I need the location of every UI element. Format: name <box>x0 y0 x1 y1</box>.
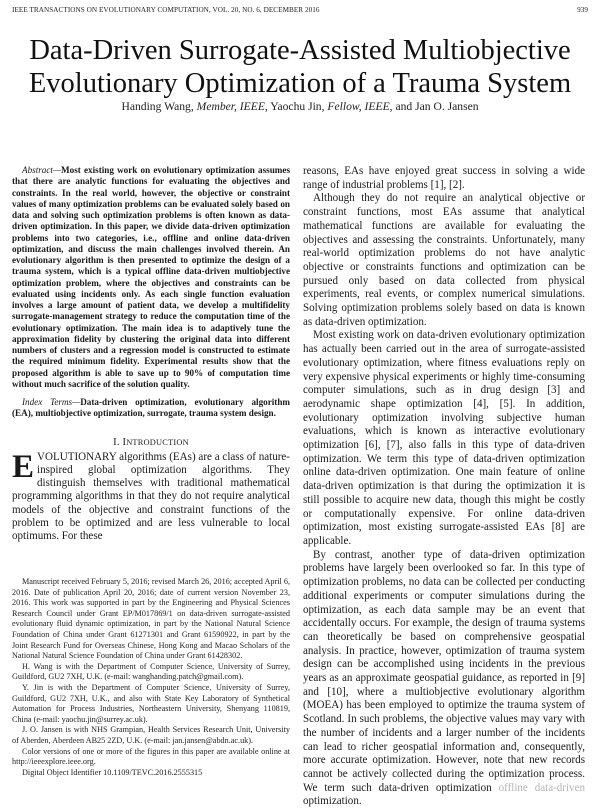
footnote-color-versions: Color versions of one or more of the figures in this paper are available online at http://ieeexplore.ieee.org. <box>12 746 290 767</box>
footnote-jin-affiliation: Y. Jin is with the Department of Computer Science, University of Surrey, Guildford, GU2 7XH, U.K., and also with State Key Laboratory of Synthetical Automation for Process Industries, Northeastern University, Shenyang 110819, China (e-mail: yaochu.jin@surrey.ac.uk). <box>12 682 290 724</box>
footnotes <box>12 577 290 778</box>
author-1: Handing Wang, <box>121 100 194 113</box>
journal-info: IEEE TRANSACTIONS ON EVOLUTIONARY COMPUTATION, VOL. 20, NO. 6, DECEMBER 2016 <box>12 6 320 14</box>
index-terms-text: Data-driven optimization, evolutionary algorithm (EA), multiobjective optimization, surrogate, trauma system design. <box>12 397 290 419</box>
abstract-text: Most existing work on evolutionary optimization assumes that there are analytic functions for evaluating the objectives and constraints. In the real world, however, the objective or constraint values of many optimization problems can be evaluated solely based on data and solving such optimization problems is often known as data-driven optimization. In this paper, we divide data-driven optimization problems into two categories, i.e., offline and online data-driven optimization, and discuss the main challenges involved therein. An evolutionary algorithm is then presented to optimize the design of a trauma system, which is a typical offline data-driven multiobjective optimization problem, where the objectives and constraints can be evaluated using incidents only. As each single function evaluation involves a large amount of patient data, we develop a multifidelity surrogate-management strategy to reduce the computation time of the evolutionary optimization. The main idea is to adaptively tune the approximation fidelity by clustering the original data into different numbers of clusters and a regression model is constructed to estimate the required minimum fidelity. Experimental results show that the proposed algorithm is able to save up to 90% of computation time without much sacrifice of the solution quality. <box>12 165 290 389</box>
intro-paragraph-1-continued: reasons, EAs have enjoyed great success in solving a wide range of industrial problems [1], [2]. <box>303 165 585 191</box>
right-column <box>303 165 585 809</box>
index-terms <box>12 397 290 420</box>
title-line-2: Evolutionary Optimization of a Trauma System <box>28 68 572 99</box>
author-2-membership: Fellow, IEEE <box>327 100 390 113</box>
footnote-doi: Digital Object Identifier 10.1109/TEVC.2016.2555315 <box>22 767 203 777</box>
abstract-label: Abstract— <box>22 165 62 175</box>
watermark-obscured-text: offline data-driven <box>498 781 586 794</box>
drop-cap: E <box>12 448 35 485</box>
author-3: , and Jan O. Jansen <box>389 100 479 113</box>
author-list <box>0 100 600 113</box>
intro-paragraph-1: EVOLUTIONARY algorithms (EAs) are a class of nature-inspired global optimization algorithms. They distinguish themselves with traditional mathematical programming algorithms in that they do not require analytical models of the objective and constraint functions of the problem to be optimized and are less vulnerable to local optimums. For these <box>12 448 290 543</box>
intro-paragraph-3: Most existing work on data-driven evolutionary optimization has actually been carried out in the area of surrogate-assisted evolutionary optimization, where fitness evaluations reply on very expensive physical experiments or highly time-consuming computer simulations, such as in drug design [3] and aerodynamic shape optimization [4], [5]. In addition, evolutionary optimization involving subjective human evaluations, which is known as interactive evolutionary optimization [6], [7], also falls in this type of data-driven optimization. We term this type of data-driven optimization online data-driven optimization. One main feature of online data-driven optimization is that during the optimization it is still possible to acquire new data, though this might be costly or computationally expensive. For online data-driven optimization, most existing surrogate-assisted EAs [8] are applicable. <box>303 329 585 547</box>
footnote-manuscript: Manuscript received February 5, 2016; revised March 26, 2016; accepted April 6, 2016. Date of publication April 20, 2016; date of current version November 23, 2016. This work was supported in part by the Engineering and Physical Sciences Research Council under Grant EP/M017869/1 on data-driven surrogate-assisted evolutionary fluid dynamic optimization, in part by the National Natural Science Foundation of China under Grant 61271301 and Grant 61590922, in part by the Joint Research Fund for Overseas Chinese, Hong Kong and Macao Scholars of the National Natural Science Foundation of China under Grant 61428302. <box>12 577 290 661</box>
intro-paragraph-2: Although they do not require an analytical objective or constraint functions, most EAs assume that analytical mathematical functions are available for evaluating the objectives and assessing the constraints. Unfortunately, many real-world optimization problems do not have analytic objective or constraints functions and optimization can be pursued only based on data collected from physical experiments, real events, or complex numerical simulations. Solving optimization problems solely based on data is known as data-driven optimization. <box>303 192 585 328</box>
intro-paragraph-4: By contrast, another type of data-driven optimization problems have largely been overlooked so far. In this type of optimization problems, no data can be collected per conducting additional experiments or computer simulations during the optimization, as each data sample may be an event that accidentally occurs. For example, the design of trauma systems can theoretically be based on comprehensive geospatial analysis. In practice, however, optimization of trauma system design can be accomplished using incidents in the previous years as an approximate geospatial guidance, as reported in [9] and [10], where a multiobjective evolutionary algorithm (MOEA) has been employed to optimize the trauma system of Scotland. In such problems, the objective values may vary with the number of incidents and a larger number of the incidents can lead to richer geospatial information and, consequently, more accurate optimization. However, note that new records cannot be actively collected during the optimization process. We term such data-driven optimization offline data-driven optimization. <box>303 548 586 808</box>
running-head <box>12 6 588 14</box>
abstract <box>12 165 290 390</box>
index-terms-label: Index Terms— <box>22 397 81 407</box>
section-heading-introduction: I. INTRODUCTION <box>113 436 189 448</box>
title-line-1: Data-Driven Surrogate-Assisted Multiobjective <box>29 35 571 66</box>
footnote-wang-affiliation: H. Wang is with the Department of Computer Science, University of Surrey, Guildford, GU2 7XH, U.K. (e-mail: wanghanding.patch@gmail.com). <box>12 661 290 682</box>
footnote-jansen-affiliation: J. O. Jansen is with NHS Grampian, Health Services Research Unit, University of Aberden, Aberdeen AB25 2ZD, U.K. (e-mail: jan.jansen@abdn.ac.uk). <box>12 725 290 745</box>
page-number: 939 <box>577 6 588 14</box>
left-column <box>12 165 290 544</box>
author-2: , Yaochu Jin, <box>264 100 325 113</box>
paper-title <box>0 34 600 100</box>
author-1-membership: Member, IEEE <box>196 100 265 113</box>
